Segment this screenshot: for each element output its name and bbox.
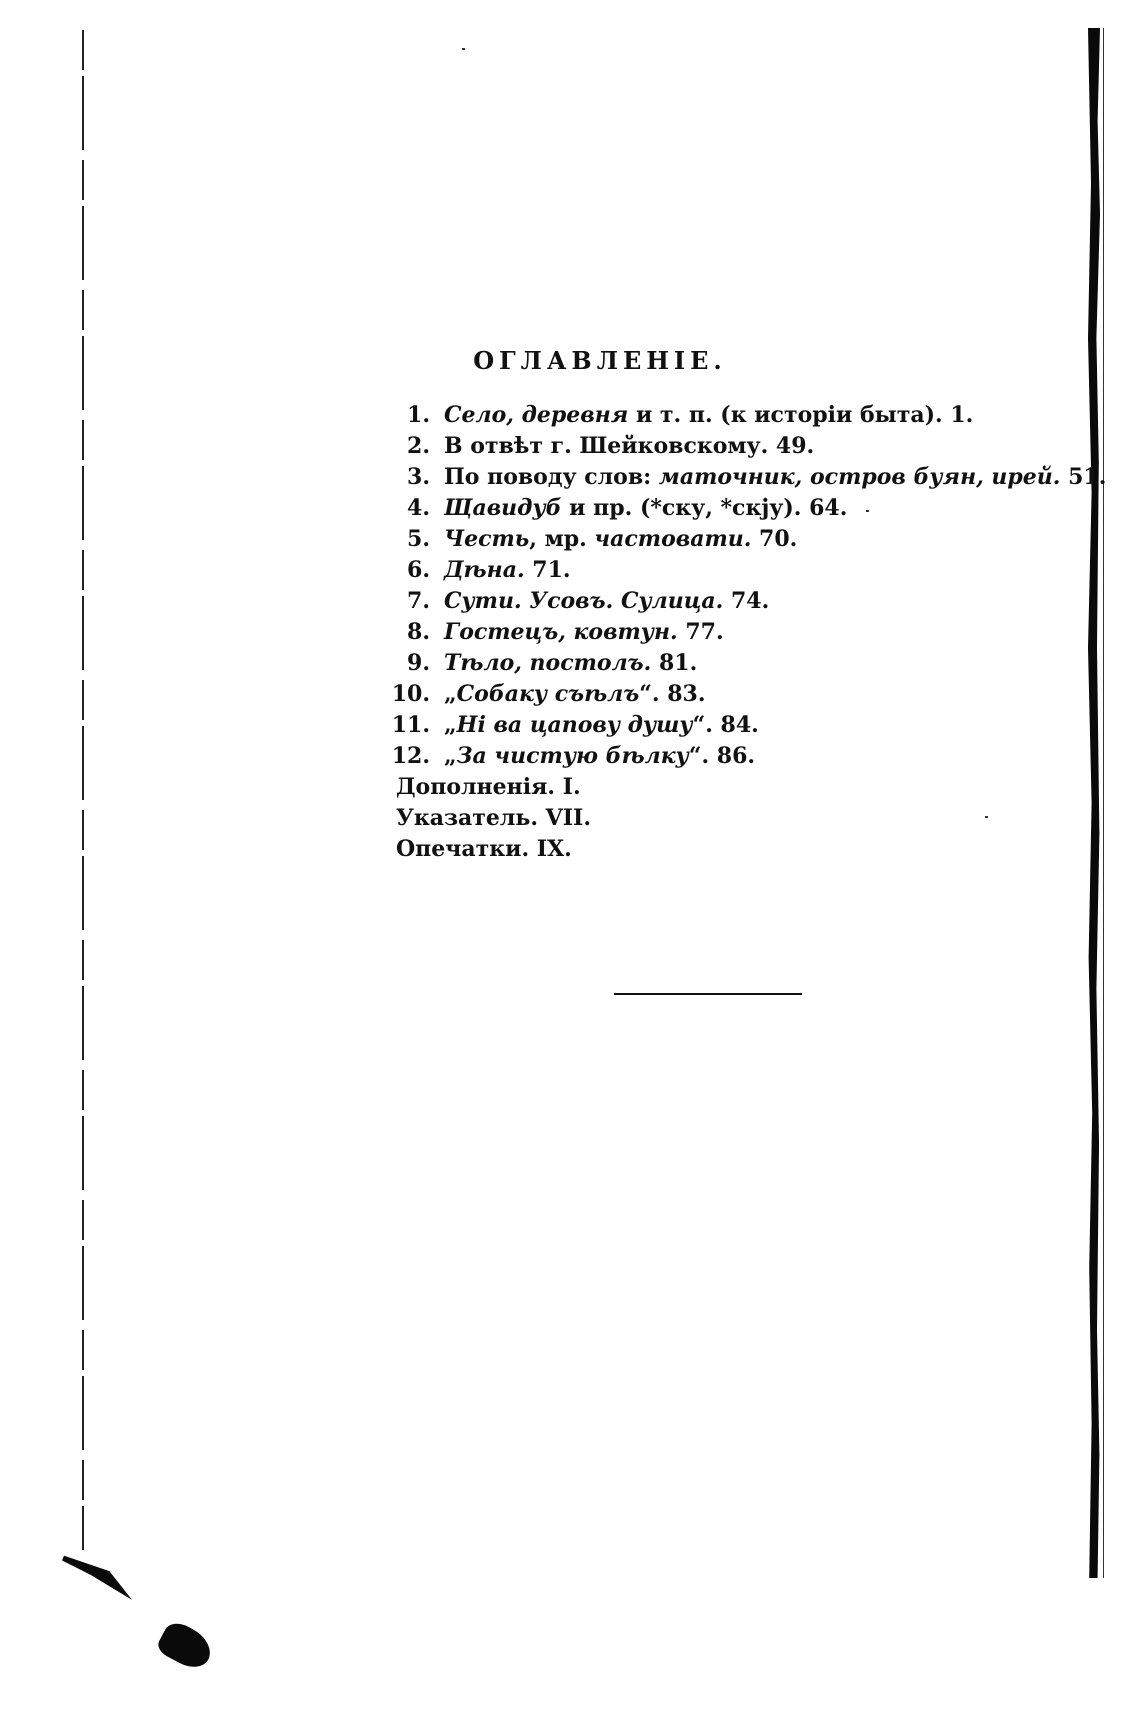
scan-margin-line	[82, 30, 84, 1550]
toc-entry	[374, 431, 814, 462]
toc-entry-text: По поводу слов:	[444, 464, 659, 490]
toc-entry-text: “. 84.	[692, 712, 759, 738]
toc-entry-number: 6.	[407, 557, 430, 583]
toc-entry-number: 4.	[407, 495, 430, 521]
toc-entry-number: 2.	[407, 433, 430, 459]
toc-entry-text: и пр. (*ску, *скју). 64.	[561, 495, 848, 521]
toc-entry	[374, 617, 724, 648]
toc-entry-number: 1.	[407, 402, 430, 428]
toc-entry-number: 7.	[407, 588, 430, 614]
toc-entry-number: 9.	[407, 650, 430, 676]
page-title: ОГЛАВЛЕНІЕ.	[473, 346, 727, 375]
toc-entry-text: „	[444, 681, 457, 707]
toc-appendix-entry: Дополненія. I.	[396, 774, 581, 800]
toc-entry-text: 81.	[651, 650, 698, 676]
scan-ink-blot	[58, 1546, 142, 1600]
toc-entry-text: 70.	[751, 526, 798, 552]
toc-appendix-entry: Опечатки. IX.	[396, 836, 572, 862]
toc-entry-number: 11.	[391, 712, 430, 738]
toc-entry-text: „	[444, 712, 457, 738]
scan-speck	[985, 816, 988, 818]
toc-entry-text: „	[444, 743, 457, 769]
toc-entry	[374, 555, 571, 586]
scan-speck	[866, 510, 869, 512]
toc-entry	[374, 524, 797, 555]
toc-entry-text: и т. п. (к исторіи быта). 1.	[628, 402, 974, 428]
toc-entry-number: 10.	[391, 681, 430, 707]
toc-entry-text: маточник, остров буян, ирей.	[658, 464, 1061, 490]
toc-entry	[374, 400, 973, 431]
scan-binding-edge	[1088, 28, 1100, 1578]
toc-entry-text: 77.	[677, 619, 724, 645]
toc-entry-text: Сути. Усовъ. Сулица.	[444, 588, 724, 614]
toc-entry	[374, 679, 706, 710]
scan-speck	[462, 48, 465, 50]
toc-entry	[374, 648, 697, 679]
toc-entry-text: В отвѣт г. Шейковскому. 49.	[444, 433, 815, 459]
toc-entry	[374, 586, 769, 617]
scan-ink-blot	[155, 1618, 218, 1674]
toc-entry-number: 12.	[391, 743, 430, 769]
toc-entry-text: 74.	[723, 588, 770, 614]
toc-entry-text: Тѣло, постолъ.	[444, 650, 652, 676]
toc-entry-text: 51.	[1060, 464, 1107, 490]
toc-entry-text: Село, деревня	[444, 402, 629, 428]
toc-entry-text: Дѣна.	[444, 557, 525, 583]
toc-entry-text: За чистую бѣлку	[456, 743, 689, 769]
section-divider	[614, 993, 802, 995]
toc-entry-number: 5.	[407, 526, 430, 552]
scan-edge-line	[1103, 28, 1104, 1578]
toc-entry	[374, 710, 759, 741]
toc-appendix-entry: Указатель. VII.	[396, 805, 591, 831]
toc-entry-text: 71.	[524, 557, 571, 583]
toc-entry-text: , мр.	[529, 526, 595, 552]
toc-entry-text: “. 83.	[639, 681, 706, 707]
toc-entry-text: Ні ва цапову душу	[456, 712, 693, 738]
toc-entry	[374, 493, 847, 524]
toc-entry-number: 8.	[407, 619, 430, 645]
toc-entry-text: Щавидуб	[444, 495, 562, 521]
toc-entry	[374, 741, 755, 772]
toc-entry-text: Гостецъ, ковтун.	[444, 619, 678, 645]
toc-entry-text: “. 86.	[688, 743, 756, 769]
toc-entry-text: частовати.	[594, 526, 752, 552]
toc-entry-text: Собаку съѣлъ	[456, 681, 640, 707]
toc-entry-number: 3.	[407, 464, 430, 490]
toc-entry	[374, 462, 1106, 493]
toc-entry-text: Честь	[444, 526, 530, 552]
